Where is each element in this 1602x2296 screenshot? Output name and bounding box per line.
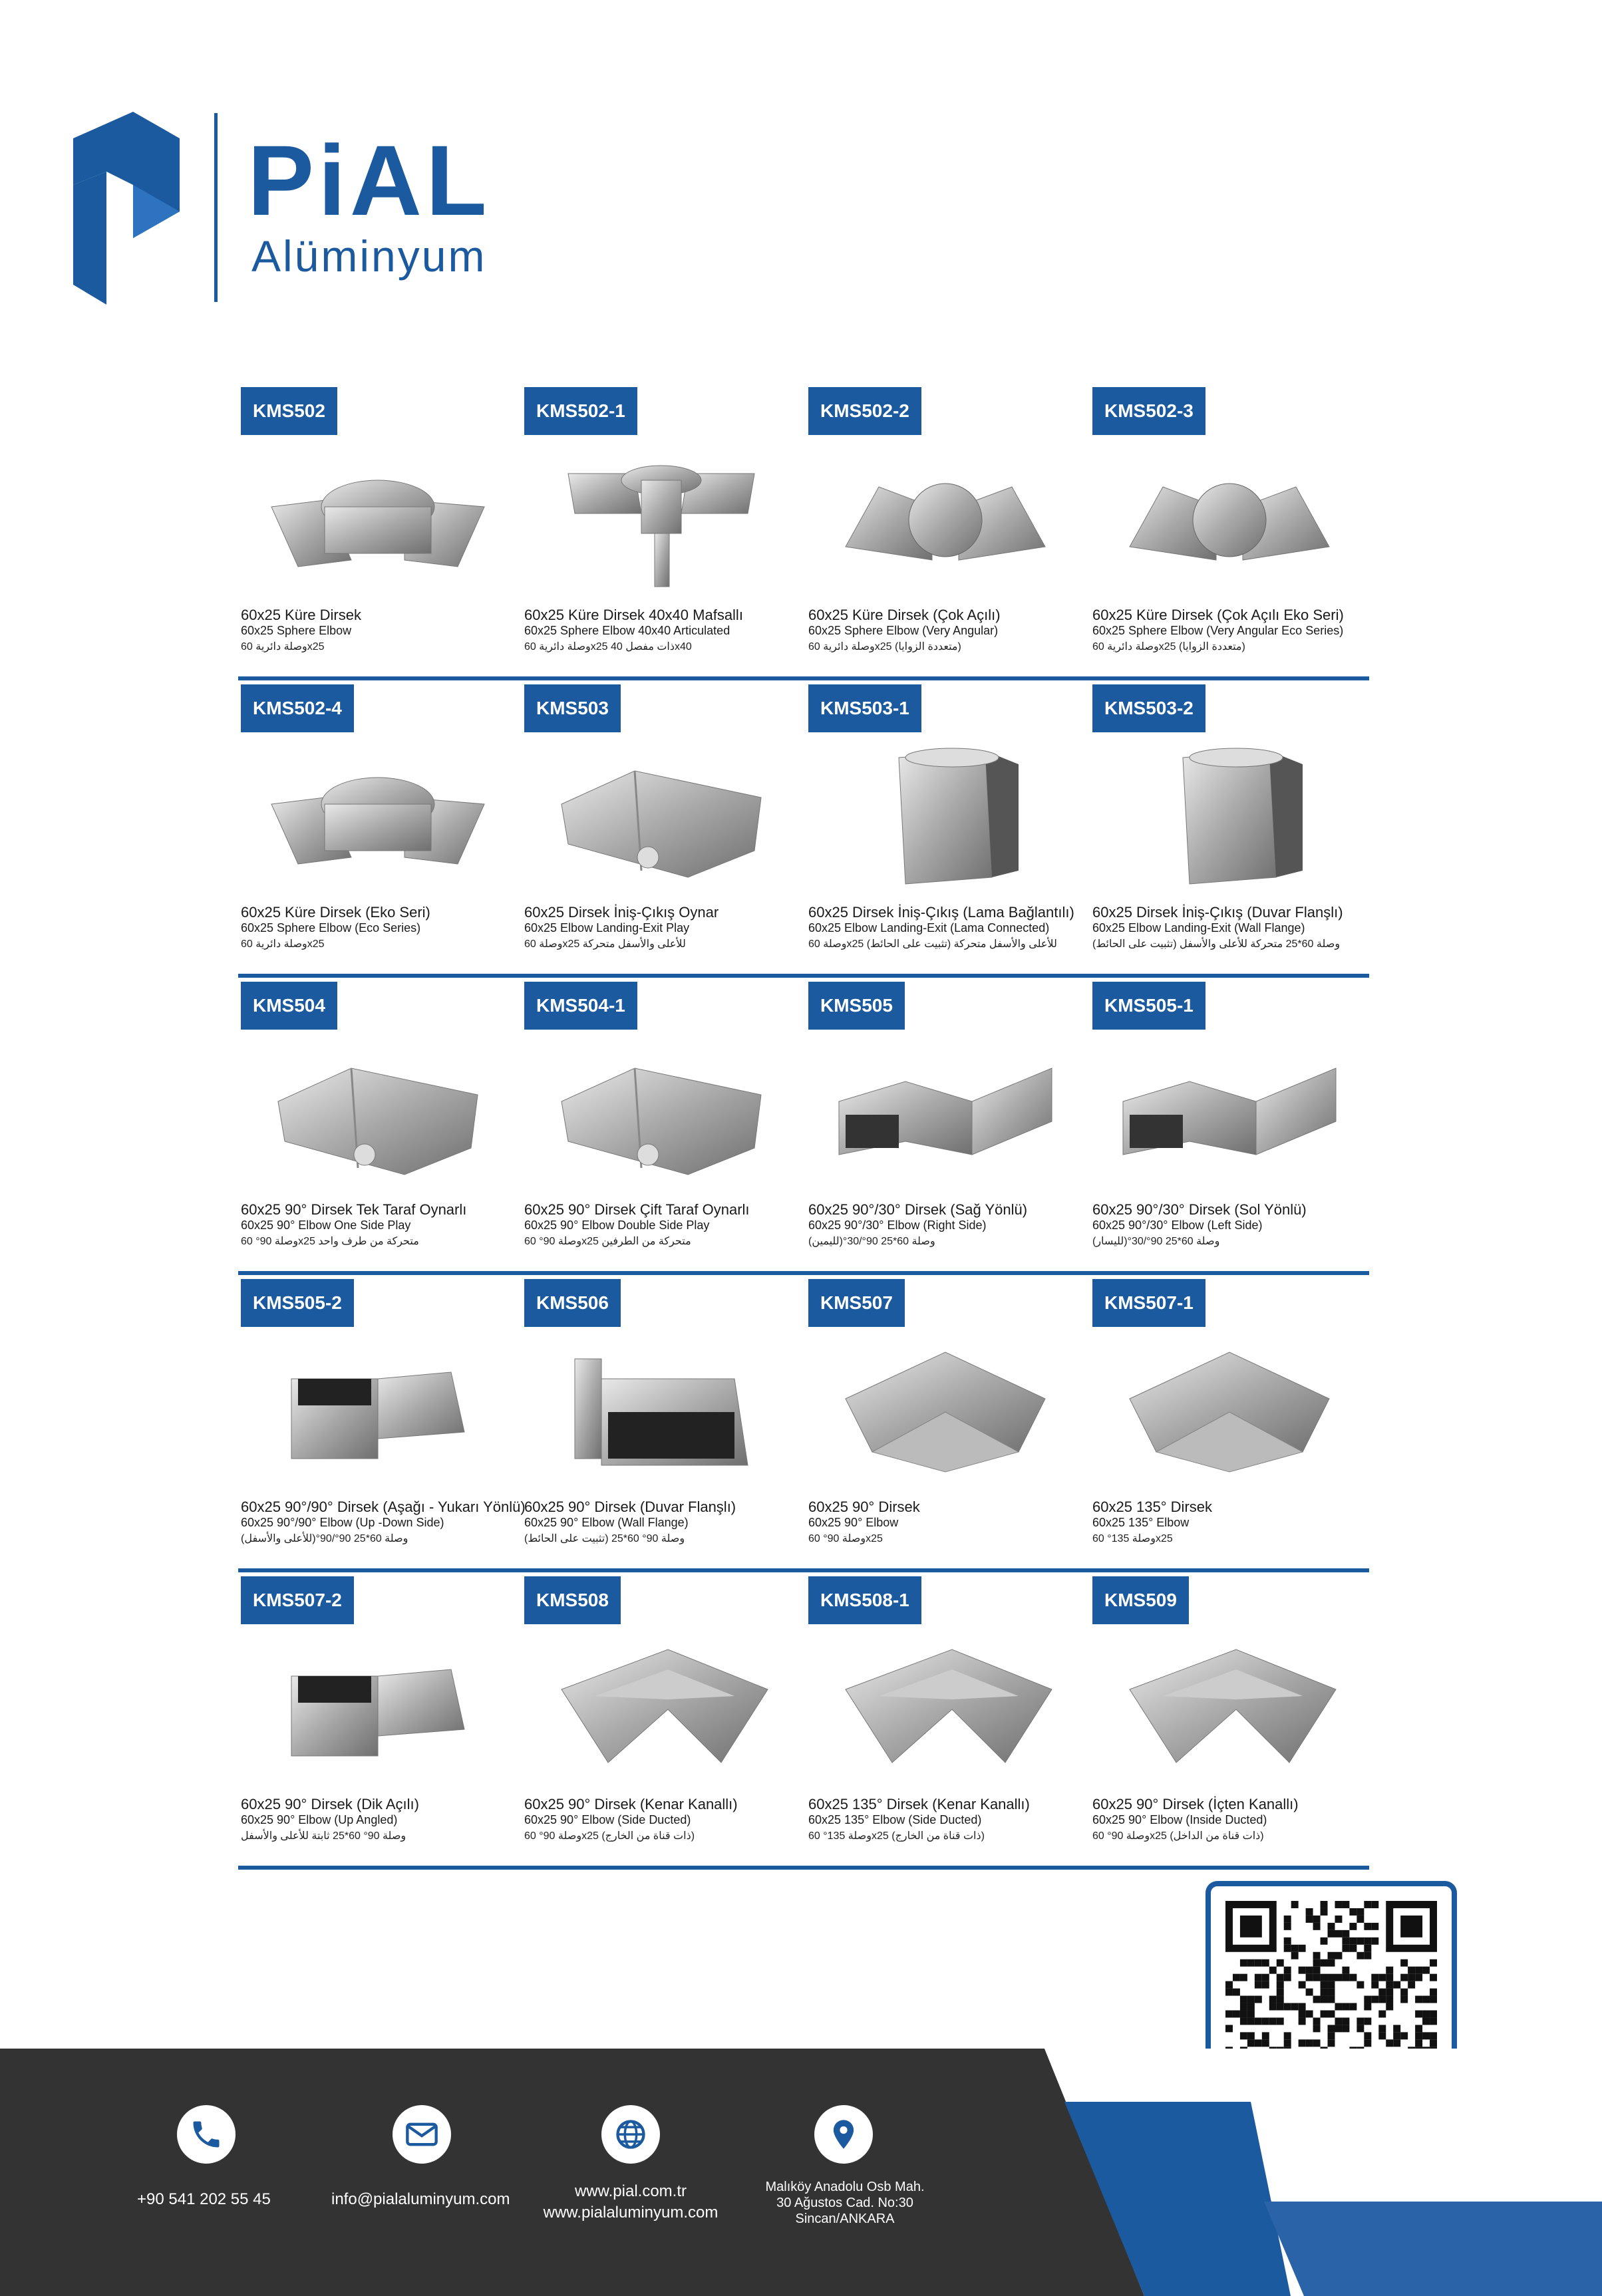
footer-address-line-1: Malıköy Anadolu Osb Mah. [765,2180,925,2194]
product-name-en: 60x25 Sphere Elbow [241,624,352,637]
product-card [806,383,1089,676]
product-name-en: 60x25 Elbow Landing-Exit Play [524,921,690,934]
product-row [238,383,1369,680]
product-card [238,680,522,974]
product-name-en: 60x25 Elbow Landing-Exit (Wall Flange) [1092,921,1305,934]
product-image [535,447,788,593]
product-row [238,978,1369,1275]
product-card [522,383,805,676]
product-card [1090,1572,1373,1866]
footer-website-2[interactable]: www.pialaluminyum.com [543,2204,719,2222]
product-card [238,1275,526,1568]
product-name-tr: 60x25 90° Dirsek (İçten Kanallı) [1092,1796,1299,1812]
product-name-en: 60x25 90°/90° Elbow (Up -Down Side) [241,1516,444,1529]
product-name-tr: 60x25 90°/30° Dirsek (Sol Yönlü) [1092,1201,1307,1218]
product-name-ar: وصلة 90° 60x25 متحركة من طرف واحد [241,1236,419,1247]
product-name-ar: وصلة 60*25 متحركة للأعلى والأسفل (تثبيت على الحائط) [1092,938,1341,950]
product-name-ar: وصلة 90° 60*25 (تثبيت على الحائط) [524,1533,685,1544]
product-image [1103,744,1356,891]
product-card [806,1275,1089,1568]
product-row [238,1572,1369,1870]
product-code-badge: KMS502-4 [241,684,354,732]
product-name-ar: وصلة 90° 60x25 (ذات قناة من الخارج) [524,1830,695,1842]
product-card [522,978,805,1271]
product-name-ar: وصلة دائرية 60x25 ذات مفصل 40x40 [524,641,692,652]
product-card [522,1275,805,1568]
product-card [806,680,1089,974]
product-card [522,1572,805,1866]
product-name-tr: 60x25 Dirsek İniş-Çıkış Oynar [524,904,719,921]
product-name-tr: 60x25 Küre Dirsek (Çok Açılı) [808,607,1001,623]
footer-background [0,2049,1602,2296]
product-code-badge: KMS505 [808,982,905,1030]
product-image [819,1636,1072,1783]
footer-phone[interactable]: +90 541 202 55 45 [137,2190,271,2208]
logo-divider [214,113,218,302]
product-name-ar: وصلة 60*25 90°/90°(للأعلى والأسفل) [241,1533,408,1544]
product-name-ar: وصلة دائرية 60x25 (متعددة الزوايا) [808,641,961,652]
product-code-badge: KMS508 [524,1576,621,1624]
product-image [1103,1339,1356,1485]
product-name-tr: 60x25 90° Dirsek (Dik Açılı) [241,1796,419,1812]
product-name-ar: وصلة 60*25 90°/30°(لليمين) [808,1236,935,1247]
product-name-tr: 60x25 135° Dirsek (Kenar Kanallı) [808,1796,1030,1812]
product-name-ar: وصلة 60*25 90°/30°(لليسار) [1092,1236,1220,1247]
product-name-tr: 60x25 Dirsek İniş-Çıkış (Lama Bağlantılı) [808,904,1074,921]
location-icon [814,2105,873,2164]
product-name-en: 60x25 90° Elbow (Inside Ducted) [1092,1813,1267,1826]
product-name-ar: وصلة 135° 60x25 (ذات قناة من الخارج) [808,1830,985,1842]
product-name-ar: وصلة 90° 60*25 ثابتة للأعلى والأسفل [241,1830,406,1842]
phone-icon [177,2105,236,2164]
product-name-en: 60x25 90° Elbow (Wall Flange) [524,1516,689,1529]
product-image [251,447,504,593]
product-name-ar: وصلة 60x25 للأعلى والأسفل متحركة [524,938,686,950]
product-card [238,978,522,1271]
product-name-tr: 60x25 Küre Dirsek 40x40 Mafsallı [524,607,743,623]
product-name-en: 60x25 Sphere Elbow (Very Angular Eco Series) [1092,624,1344,637]
product-card [238,383,522,676]
product-card [806,978,1089,1271]
product-image [535,1042,788,1188]
footer-email[interactable]: info@pialaluminyum.com [331,2190,510,2208]
product-name-en: 60x25 90° Elbow (Side Ducted) [524,1813,691,1826]
product-name-tr: 60x25 90° Dirsek Tek Taraf Oynarlı [241,1201,467,1218]
product-image [1103,447,1356,593]
brand-name: PiAL [247,124,491,236]
product-name-tr: 60x25 90° Dirsek (Kenar Kanallı) [524,1796,738,1812]
product-image [819,447,1072,593]
product-name-en: 60x25 Sphere Elbow 40x40 Articulated [524,624,730,637]
product-card [238,1572,522,1866]
product-image [251,1042,504,1188]
globe-icon [601,2105,660,2164]
product-image [535,744,788,891]
product-name-ar: وصلة 135° 60x25 [1092,1533,1173,1544]
product-code-badge: KMS506 [524,1279,621,1327]
product-code-badge: KMS502 [241,387,337,435]
product-name-tr: 60x25 90° Dirsek Çift Taraf Oynarlı [524,1201,750,1218]
product-name-en: 60x25 135° Elbow (Side Ducted) [808,1813,982,1826]
product-name-tr: 60x25 135° Dirsek [1092,1499,1213,1515]
brand-subtitle: Alüminyum [251,231,487,281]
footer-address-line-3: Sincan/ANKARA [795,2212,895,2226]
product-name-en: 60x25 Sphere Elbow (Eco Series) [241,921,421,934]
brand-logo-mark [73,112,180,305]
product-card [806,1572,1089,1866]
product-name-tr: 60x25 90°/90° Dirsek (Aşağı - Yukarı Yönlü) [241,1499,526,1515]
footer [0,2049,1602,2296]
product-name-tr: 60x25 Küre Dirsek [241,607,361,623]
product-code-badge: KMS505-1 [1092,982,1205,1030]
product-card [1090,680,1373,974]
product-code-badge: KMS507-2 [241,1576,354,1624]
product-code-badge: KMS502-3 [1092,387,1205,435]
product-image [251,1339,504,1485]
product-code-badge: KMS503-2 [1092,684,1205,732]
product-card [522,680,805,974]
product-name-tr: 60x25 90° Dirsek [808,1499,920,1515]
product-name-ar: وصلة دائرية 60x25 (متعددة الزوايا) [1092,641,1245,652]
product-code-badge: KMS504 [241,982,337,1030]
product-card [1090,383,1373,676]
product-name-en: 60x25 Elbow Landing-Exit (Lama Connected) [808,921,1050,934]
product-name-en: 60x25 90° Elbow (Up Angled) [241,1813,398,1826]
product-image [535,1339,788,1485]
product-code-badge: KMS505-2 [241,1279,354,1327]
product-name-en: 60x25 90° Elbow Double Side Play [524,1219,710,1232]
product-name-ar: وصلة دائرية 60x25 [241,938,325,950]
product-image [251,1636,504,1783]
product-card [1090,978,1373,1271]
product-name-tr: 60x25 90° Dirsek (Duvar Flanşlı) [524,1499,736,1515]
product-name-tr: 60x25 Dirsek İniş-Çıkış (Duvar Flanşlı) [1092,904,1343,921]
product-name-tr: 60x25 90°/30° Dirsek (Sağ Yönlü) [808,1201,1028,1218]
product-name-tr: 60x25 Küre Dirsek (Çok Açılı Eko Seri) [1092,607,1344,623]
product-card [1090,1275,1373,1568]
product-image [819,1042,1072,1188]
product-image [819,1339,1072,1485]
footer-address-line-2: 30 Ağustos Cad. No:30 [776,2196,913,2210]
product-name-en: 60x25 90° Elbow One Side Play [241,1219,411,1232]
footer-website-1[interactable]: www.pial.com.tr [574,2182,687,2200]
product-name-ar: وصلة 90° 60x25 [808,1533,883,1544]
product-code-badge: KMS508-1 [808,1576,921,1624]
product-code-badge: KMS507-1 [1092,1279,1205,1327]
product-name-en: 60x25 90°/30° Elbow (Left Side) [1092,1219,1263,1232]
product-image [1103,1042,1356,1188]
product-name-ar: وصلة 60x25 للأعلى والأسفل متحركة (تثبيت على الحائط) [808,938,1057,950]
product-name-en: 60x25 135° Elbow [1092,1516,1190,1529]
product-code-badge: KMS507 [808,1279,905,1327]
product-code-badge: KMS504-1 [524,982,637,1030]
product-image [819,744,1072,891]
product-row [238,1275,1369,1572]
product-image [535,1636,788,1783]
product-catalog [238,383,1369,1870]
product-name-en: 60x25 Sphere Elbow (Very Angular) [808,624,999,637]
product-code-badge: KMS503 [524,684,621,732]
product-name-tr: 60x25 Küre Dirsek (Eko Seri) [241,904,430,921]
product-image [251,744,504,891]
product-image [1103,1636,1356,1783]
product-code-badge: KMS502-2 [808,387,921,435]
product-name-en: 60x25 90° Elbow [808,1516,899,1529]
product-code-badge: KMS509 [1092,1576,1189,1624]
product-name-en: 60x25 90°/30° Elbow (Right Side) [808,1219,987,1232]
product-name-ar: وصلة دائرية 60x25 [241,641,325,652]
product-code-badge: KMS503-1 [808,684,921,732]
product-name-ar: وصلة 90° 60x25 (ذات قناة من الداخل) [1092,1830,1264,1842]
mail-icon [393,2105,451,2164]
product-row [238,680,1369,978]
product-code-badge: KMS502-1 [524,387,637,435]
product-name-ar: وصلة 90° 60x25 متحركة من الطرفين [524,1236,691,1247]
